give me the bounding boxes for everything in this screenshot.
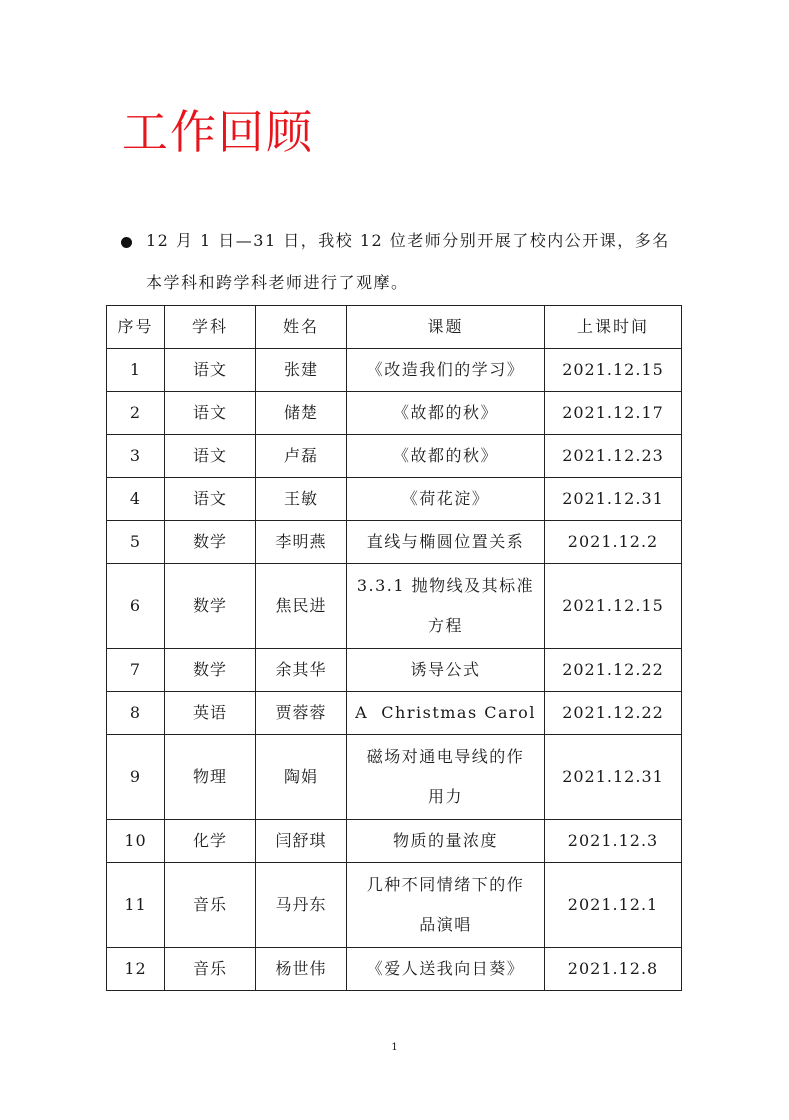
cell-topic [347,521,545,564]
cell-date: 2021.12.2 [545,521,682,564]
cell-topic-line-1: 诱导公式 [410,660,481,679]
cell-topic-line-2: 用力 [427,787,463,806]
cell-date: 2021.12.23 [545,435,682,478]
header-topic: 课题 [347,306,545,349]
cell-subject: 音乐 [165,863,256,948]
cell-date: 2021.12.31 [545,478,682,521]
cell-name: 卢磊 [256,435,347,478]
cell-topic [347,649,545,692]
cell-no: 5 [107,521,165,564]
table-row [107,649,682,692]
cell-subject: 数学 [165,521,256,564]
cell-no: 6 [107,564,165,649]
cell-topic [347,564,545,649]
page-number: 1 [391,1042,398,1053]
cell-date: 2021.12.22 [545,649,682,692]
cell-topic-line-1: 3.3.1 抛物线及其标准 [356,576,535,595]
cell-date: 2021.12.31 [545,735,682,820]
table-row [107,564,682,649]
cell-subject: 语文 [165,349,256,392]
cell-topic-line-2: 品演唱 [419,915,472,934]
cell-topic-line-1: 《荷花淀》 [401,489,490,508]
cell-subject: 物理 [165,735,256,820]
cell-subject: 化学 [165,820,256,863]
cell-date: 2021.12.15 [545,564,682,649]
open-class-table [106,305,682,991]
cell-topic-line-1: 磁场对通电导线的作 [366,747,525,766]
cell-no: 1 [107,349,165,392]
cell-topic-line-1: 《改造我们的学习》 [366,360,525,379]
cell-date: 2021.12.1 [545,863,682,948]
cell-name: 焦民进 [256,564,347,649]
table-row [107,478,682,521]
cell-topic-line-2: 方程 [427,616,463,635]
cell-subject: 语文 [165,478,256,521]
cell-no: 7 [107,649,165,692]
cell-topic [347,435,545,478]
cell-topic-line-1: 物质的量浓度 [392,831,498,850]
cell-topic-line-1: 《故都的秋》 [392,403,498,422]
cell-name: 王敏 [256,478,347,521]
table-row [107,435,682,478]
cell-subject: 数学 [165,564,256,649]
cell-name: 李明燕 [256,521,347,564]
cell-name: 马丹东 [256,863,347,948]
table-row [107,521,682,564]
cell-date: 2021.12.3 [545,820,682,863]
cell-topic [347,948,545,991]
cell-topic [347,735,545,820]
cell-no: 11 [107,863,165,948]
cell-date: 2021.12.17 [545,392,682,435]
cell-topic-line-1: A Christmas Carol [355,703,536,722]
cell-name: 杨世伟 [256,948,347,991]
cell-name: 余其华 [256,649,347,692]
cell-topic [347,863,545,948]
cell-name: 陶娟 [256,735,347,820]
cell-no: 2 [107,392,165,435]
table-row [107,820,682,863]
cell-topic-line-1: 《故都的秋》 [392,446,498,465]
cell-name: 张建 [256,349,347,392]
table-header-row [107,306,682,349]
cell-subject: 英语 [165,692,256,735]
table-row [107,392,682,435]
intro-line-2: 本学科和跨学科老师进行了观摩。 [146,273,409,292]
cell-subject: 音乐 [165,948,256,991]
cell-topic-line-1: 几种不同情绪下的作 [366,875,525,894]
cell-subject: 数学 [165,649,256,692]
cell-no: 10 [107,820,165,863]
intro-line-1: 12 月 1 日—31 日，我校 12 位老师分别开展了校内公开课，多名 [146,231,670,250]
cell-name: 贾蓉蓉 [256,692,347,735]
cell-date: 2021.12.22 [545,692,682,735]
table-row [107,735,682,820]
cell-no: 9 [107,735,165,820]
cell-topic [347,820,545,863]
cell-name: 闫舒琪 [256,820,347,863]
cell-date: 2021.12.8 [545,948,682,991]
cell-subject: 语文 [165,435,256,478]
header-date: 上课时间 [545,306,682,349]
cell-topic [347,478,545,521]
cell-topic-line-1: 直线与椭圆位置关系 [366,532,525,551]
cell-topic-line-1: 《爱人送我向日葵》 [366,959,525,978]
cell-no: 3 [107,435,165,478]
table-row [107,863,682,948]
header-name: 姓名 [256,306,347,349]
cell-topic [347,692,545,735]
bullet-icon [121,237,132,248]
header-no: 序号 [107,306,165,349]
table-row [107,948,682,991]
cell-topic [347,392,545,435]
table-row [107,349,682,392]
cell-date: 2021.12.15 [545,349,682,392]
cell-topic [347,349,545,392]
cell-subject: 语文 [165,392,256,435]
cell-no: 8 [107,692,165,735]
table-row [107,692,682,735]
table-body [107,349,682,991]
cell-no: 12 [107,948,165,991]
page-title: 工作回顾 [122,105,314,159]
cell-name: 储楚 [256,392,347,435]
header-subject: 学科 [165,306,256,349]
cell-no: 4 [107,478,165,521]
